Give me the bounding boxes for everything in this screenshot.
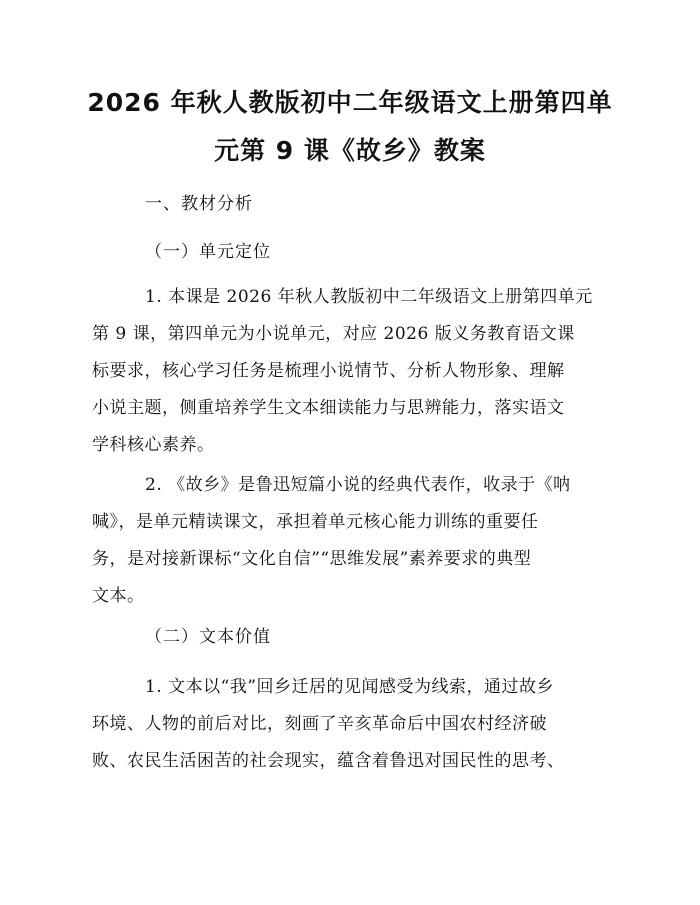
paragraph-line: 1. 本课是 2026 年秋人教版初中二年级语文上册第四单元 [145,287,593,307]
paragraph-line: 2. 《故乡》是鲁迅短篇小说的经典代表作，收录于《呐 [145,475,571,495]
subsection-heading-1: （一）单元定位 [145,242,271,262]
paragraph-line: 小说主题，侧重培养学生文本细读能力与思辨能力，落实语文 [92,398,565,418]
paragraph-3 [92,669,612,780]
paragraph-1 [92,279,612,464]
document-title-line-1: 2026 年秋人教版初中二年级语文上册第四单 [87,88,613,117]
paragraph-line: 标要求，核心学习任务是梳理小说情节、分析人物形象、理解 [92,361,565,381]
section-heading-1: 一、教材分析 [145,194,253,214]
subsection-heading-2: （二）文本价值 [145,627,271,647]
paragraph-line: 环境、人物的前后对比，刻画了辛亥革命后中国农村经济破 [92,714,547,734]
paragraph-line: 败、农民生活困苦的社会现实，蕴含着鲁迅对国民性的思考、 [92,751,565,771]
paragraph-line: 务，是对接新课标“文化自信”“思维发展”素养要求的典型 [92,549,532,569]
paragraph-line: 喊》，是单元精读课文，承担着单元核心能力训练的重要任 [92,512,539,532]
document-title-line-2: 元第 9 课《故乡》教案 [214,136,486,165]
paragraph-2 [92,467,612,615]
paragraph-line: 学科核心素养。 [92,435,215,455]
paragraph-line: 第 9 课，第四单元为小说单元，对应 2026 版义务教育语文课 [92,324,575,344]
paragraph-line: 文本。 [92,586,145,606]
paragraph-line: 1. 文本以“我”回乡迁居的见闻感受为线索，通过故乡 [145,677,555,697]
